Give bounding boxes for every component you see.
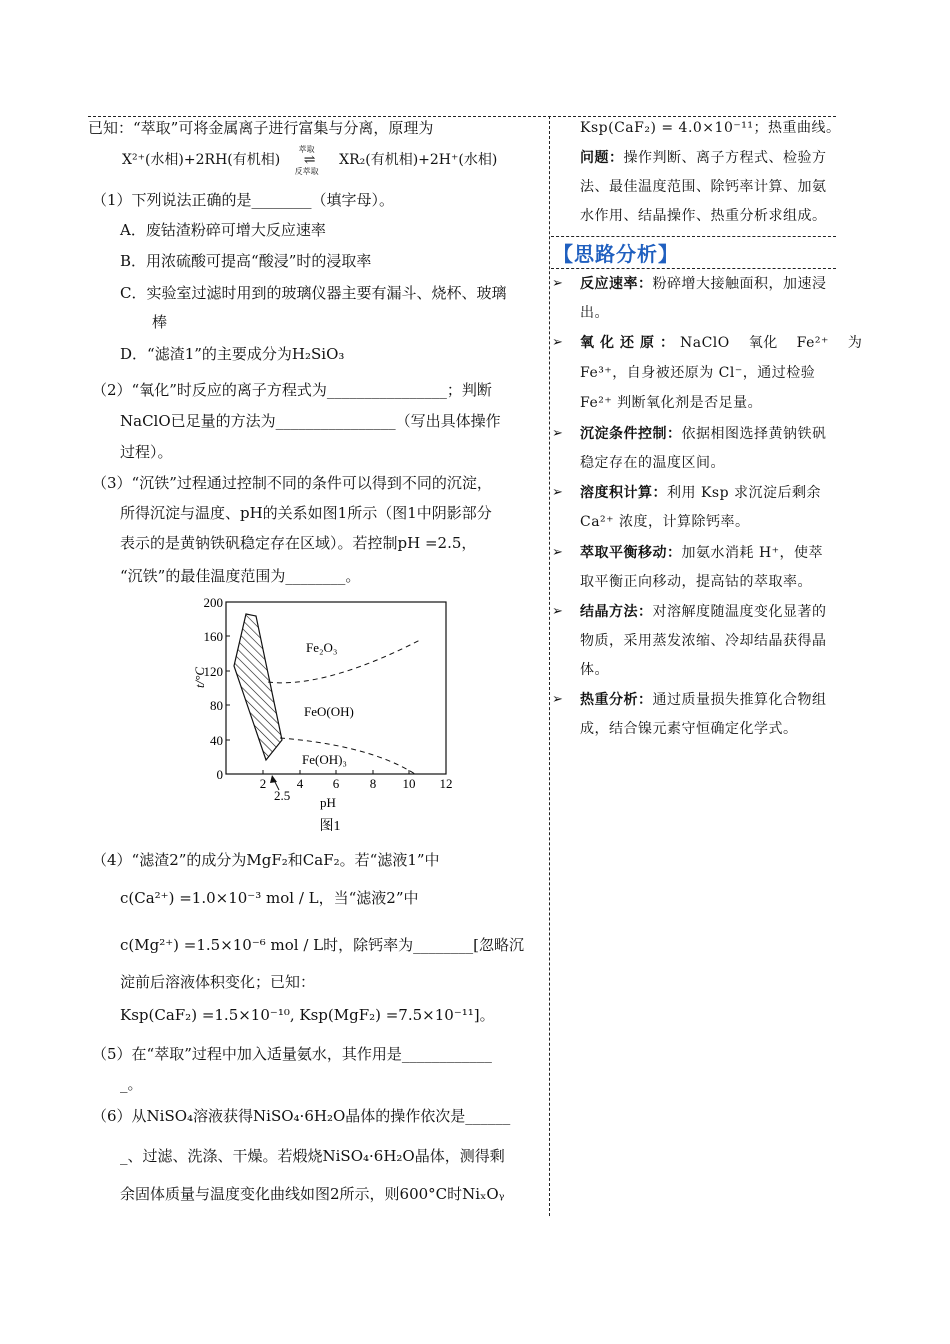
extraction-equation xyxy=(122,145,498,176)
x-tick: 6 xyxy=(332,776,340,791)
analysis-line: 物质，采用蒸发浓缩、冷却结晶获得晶 xyxy=(580,633,827,649)
right-section-divider-2 xyxy=(551,268,836,269)
x-tick: 4 xyxy=(296,776,304,791)
analysis-line xyxy=(580,483,821,503)
x-axis-label: pH xyxy=(320,795,336,810)
q6-line1: （6）从NiSO₄溶液获得NiSO₄·6H₂O晶体的操作依次是______ xyxy=(92,1107,511,1125)
analysis-text: 加氨水消耗 H⁺，使萃 xyxy=(681,545,824,561)
analysis-text: 依据相图选择黄钠铁矾 xyxy=(681,426,827,442)
analysis-line xyxy=(580,424,827,444)
column-divider xyxy=(549,116,550,1216)
analysis-label: 氧化还原： xyxy=(580,335,680,351)
q3-line3: 表示的是黄钠铁矾稳定存在区域）。若控制pH =2.5， xyxy=(120,534,477,552)
top-divider xyxy=(88,116,836,117)
analysis-line: 取平衡正向移动，提高钴的萃取率。 xyxy=(580,574,812,590)
x-tick: 2 xyxy=(259,776,267,791)
analysis-line xyxy=(580,690,827,710)
y-tick: 160 xyxy=(203,629,223,644)
analysis-text: 对溶解度随温度变化显著的 xyxy=(652,604,827,620)
equation-rhs: XR₂(有机相)+2H⁺(水相) xyxy=(339,152,498,168)
figure-caption: 图1 xyxy=(319,819,341,834)
analysis-line: Fe³⁺，自身被还原为 Cl⁻，通过检验 xyxy=(580,365,816,381)
problem-line-3: 水作用、结晶操作、热重分析求组成。 xyxy=(580,208,827,224)
q1-option-c-cont: 棒 xyxy=(152,313,168,331)
q6-line2: _、过滤、洗涤、干燥。若煅烧NiSO₄·6H₂O晶体，测得剩 xyxy=(120,1147,505,1165)
q4-line2: c(Ca²⁺) =1.0×10⁻³ mol / L，当“滤液2”中 xyxy=(120,889,419,907)
q1-option-c: C．实验室过滤时用到的玻璃仪器主要有漏斗、烧杯、玻璃 xyxy=(120,284,507,302)
arrow-bullet-icon: ➢ xyxy=(552,485,563,500)
q5-line2: _。 xyxy=(120,1075,143,1093)
q3-line4: “沉铁”的最佳温度范围为________。 xyxy=(120,567,361,585)
analysis-line: 成，结合镍元素守恒确定化学式。 xyxy=(580,721,798,737)
right-section-divider-1 xyxy=(551,236,836,237)
intro-text: 已知：“萃取”可将金属离子进行富集与分离，原理为 xyxy=(88,119,434,137)
analysis-text: 利用 Ksp 求沉淀后剩余 xyxy=(667,485,822,501)
analysis-text: 通过质量损失推算化合物组 xyxy=(652,692,827,708)
equilibrium-arrow-icon: ⇌ xyxy=(303,152,316,168)
jarosite-region xyxy=(234,614,282,760)
region-label-fe2o3: Fe₂O₃ xyxy=(306,640,338,655)
q3-line1: （3）“沉铁”过程通过控制不同的条件可以得到不同的沉淀， xyxy=(92,474,492,492)
arrow-bullet-icon: ➢ xyxy=(552,335,563,350)
analysis-line: Ca²⁺ 浓度，计算除钙率。 xyxy=(580,514,750,530)
analysis-label: 结晶方法： xyxy=(580,604,653,620)
q2-line1: （2）“氧化”时反应的离子方程式为________________；判断 xyxy=(92,381,492,399)
region-label-feooh: FeO(OH) xyxy=(304,704,354,719)
figure-1-phase-diagram xyxy=(180,592,480,842)
q1-stem: （1）下列说法正确的是________（填字母）。 xyxy=(92,191,395,209)
q1-option-d: D．“滤渣1”的主要成分为H₂SiO₃ xyxy=(120,345,345,363)
problem-line-1 xyxy=(580,148,827,168)
known-ksp-caf2: Ksp(CaF₂) = 4.0×10⁻¹¹；热重曲线。 xyxy=(580,120,841,136)
problem-line-2: 法、最佳温度范围、除钙率计算、加氨 xyxy=(580,179,827,195)
arrow-bullet-icon: ➢ xyxy=(552,692,563,707)
q4-line4: 淀前后溶液体积变化；已知： xyxy=(120,973,316,991)
y-axis-label: t/°C xyxy=(192,666,207,688)
q5-line1: （5）在“萃取”过程中加入适量氨水，其作用是____________ xyxy=(92,1045,492,1063)
equation-lhs: X²⁺(水相)+2RH(有机相) xyxy=(122,152,281,168)
analysis-line xyxy=(580,274,827,294)
q1-option-a: A．废钴渣粉碎可增大反应速率 xyxy=(120,221,326,239)
section-title-analysis: 【思路分析】 xyxy=(553,242,679,266)
analysis-line: 出。 xyxy=(580,305,609,321)
problem-label: 问题： xyxy=(580,150,624,166)
q4-line3: c(Mg²⁺) =1.5×10⁻⁶ mol / L时，除钙率为________[忽略沉 xyxy=(120,936,524,954)
arrow-bullet-icon: ➢ xyxy=(552,426,563,441)
x-tick: 12 xyxy=(439,776,453,791)
q2-line3: 过程）。 xyxy=(120,443,173,461)
analysis-line xyxy=(580,602,827,622)
boundary-fe2o3-feooh xyxy=(268,640,420,683)
y-tick: 120 xyxy=(203,664,223,679)
region-label-feoh3: Fe(OH)₃ xyxy=(302,752,347,767)
ph-marker-label: 2.5 xyxy=(274,788,291,803)
boundary-feooh-feoh3 xyxy=(280,738,415,774)
q3-line2: 所得沉淀与温度、pH的关系如图1所示（图1中阴影部分 xyxy=(120,504,492,522)
analysis-text: NaClO 氧化 Fe²⁺ 为 xyxy=(680,335,863,351)
q2-line2: NaClO已足量的方法为________________（写出具体操作 xyxy=(120,412,501,430)
arrow-top-label: 萃取 xyxy=(298,145,315,154)
analysis-text: 粉碎增大接触面积，加速浸 xyxy=(652,276,827,292)
y-tick: 80 xyxy=(210,698,223,713)
y-tick: 40 xyxy=(210,733,223,748)
analysis-line xyxy=(580,543,823,563)
x-tick: 10 xyxy=(402,776,416,791)
arrow-bullet-icon: ➢ xyxy=(552,545,563,560)
analysis-line: 稳定存在的温度区间。 xyxy=(580,455,725,471)
y-tick: 0 xyxy=(216,767,223,782)
problem-text-1: 操作判断、离子方程式、检验方 xyxy=(623,150,827,166)
analysis-label: 反应速率： xyxy=(580,276,653,292)
q4-line5: Ksp(CaF₂) =1.5×10⁻¹⁰, Ksp(MgF₂) =7.5×10⁻¹¹]。 xyxy=(120,1006,495,1024)
analysis-label: 萃取平衡移动： xyxy=(580,545,682,561)
analysis-label: 热重分析： xyxy=(580,692,653,708)
analysis-line: 体。 xyxy=(580,662,609,678)
q6-line3: 余固体质量与温度变化曲线如图2所示，则600°C时NiₓOᵧ xyxy=(120,1185,505,1203)
q4-line1: （4）“滤渣2”的成分为MgF₂和CaF₂。若“滤液1”中 xyxy=(92,851,440,869)
q1-option-b: B．用浓硫酸可提高“酸浸”时的浸取率 xyxy=(120,252,372,270)
analysis-label: 溶度积计算： xyxy=(580,485,667,501)
analysis-line xyxy=(580,333,862,353)
arrowhead-icon xyxy=(270,775,277,783)
analysis-label: 沉淀条件控制： xyxy=(580,426,682,442)
equilibrium-arrow xyxy=(285,145,335,176)
arrow-bullet-icon: ➢ xyxy=(552,604,563,619)
arrow-bottom-label: 反萃取 xyxy=(294,167,319,176)
y-tick: 200 xyxy=(203,595,223,610)
arrow-bullet-icon: ➢ xyxy=(552,276,563,291)
analysis-line: Fe²⁺ 判断氧化剂是否足量。 xyxy=(580,395,763,411)
x-tick: 8 xyxy=(369,776,377,791)
